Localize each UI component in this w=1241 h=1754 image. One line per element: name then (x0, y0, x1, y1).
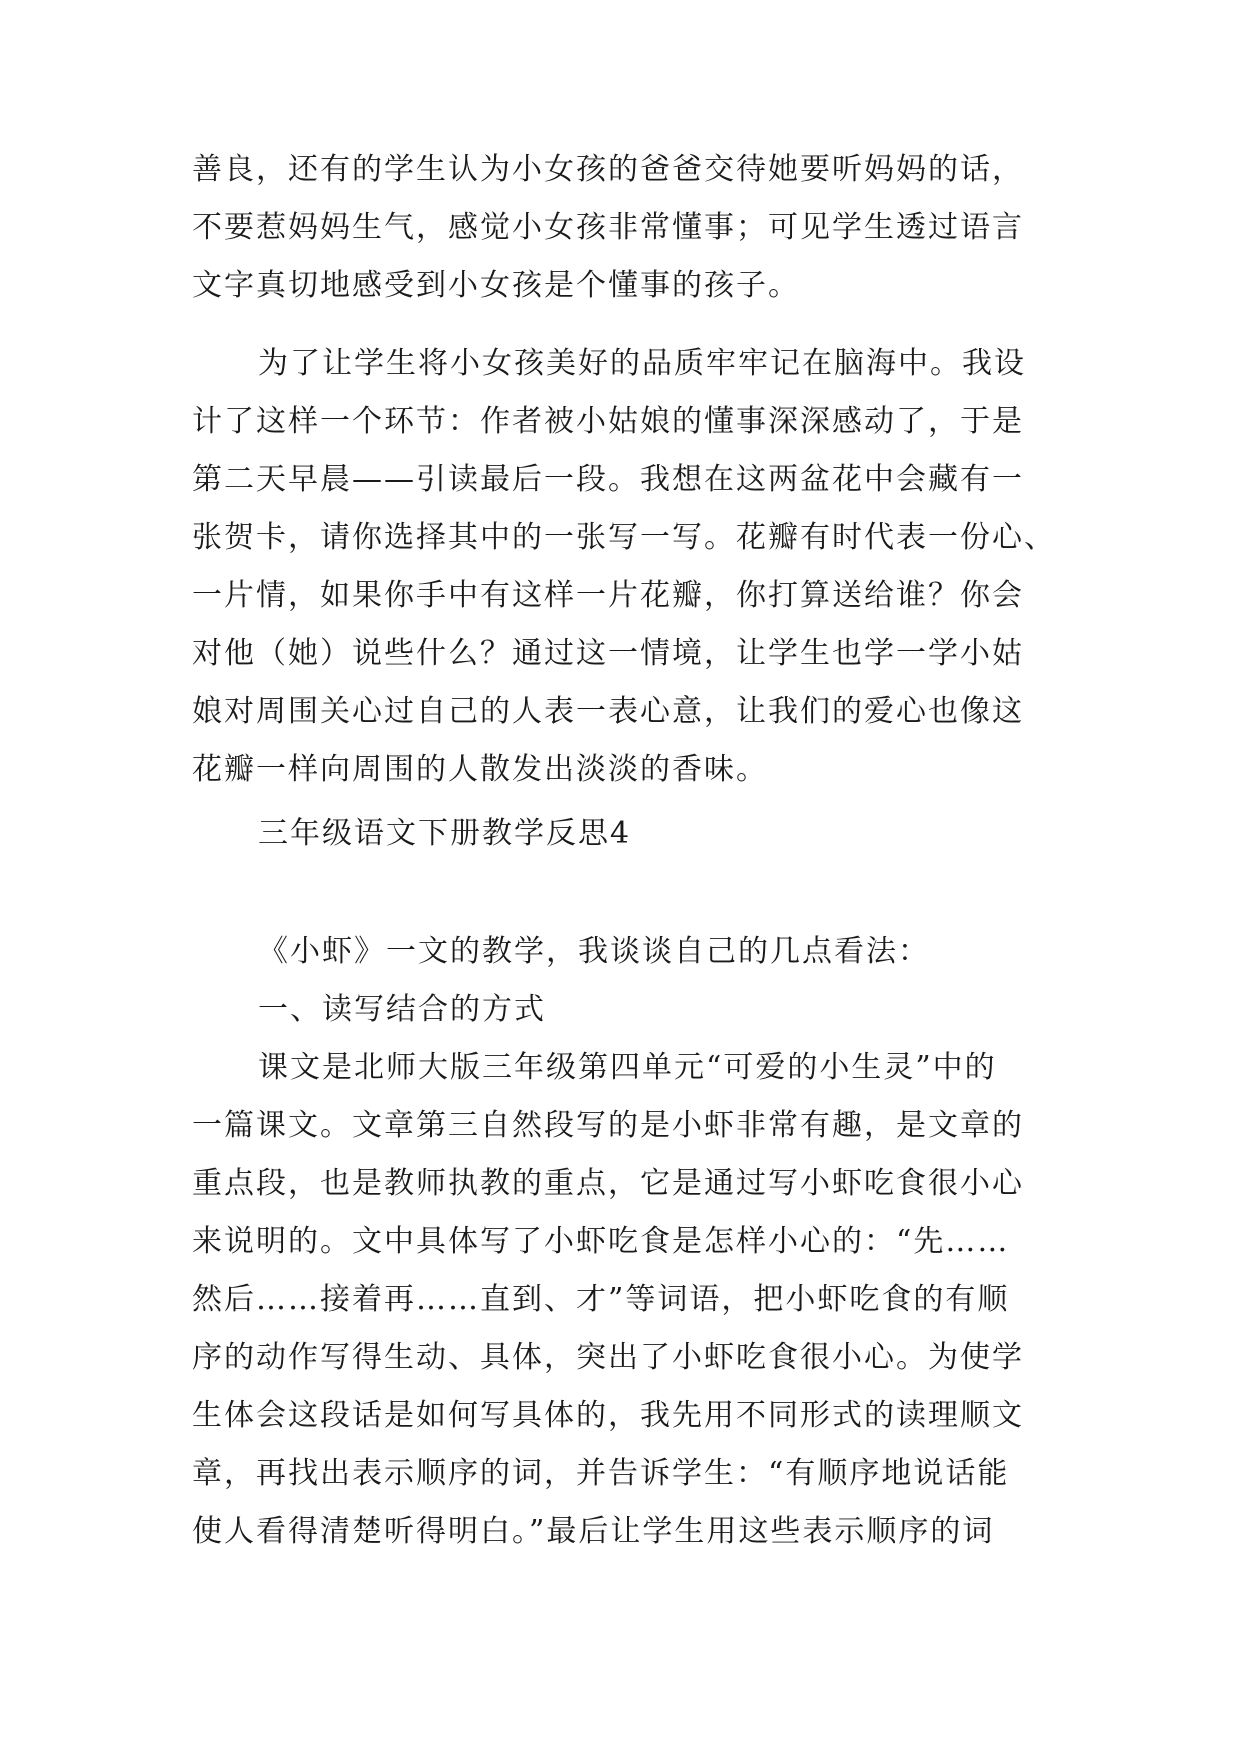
text-line: 善良，还有的学生认为小女孩的爸爸交待她要听妈妈的话， (192, 152, 1024, 187)
paragraph-start-line: 课文是北师大版三年级第四单元“可爱的小生灵”中的 (258, 1050, 997, 1085)
text-line: 不要惹妈妈生气，感觉小女孩非常懂事；可见学生透过语言 (192, 210, 1024, 245)
text-line: 章，再找出表示顺序的词，并告诉学生：“有顺序地说话能 (192, 1456, 1010, 1491)
text-line: 一片情，如果你手中有这样一片花瓣，你打算送给谁？你会 (192, 578, 1024, 613)
text-line: 娘对周围关心过自己的人表一表心意，让我们的爱心也像这 (192, 694, 1024, 729)
text-line: 一篇课文。文章第三自然段写的是小虾非常有趣，是文章的 (192, 1108, 1024, 1143)
text-line: 序的动作写得生动、具体，突出了小虾吃食很小心。为使学 (192, 1340, 1024, 1375)
text-line: 对他（她）说些什么？通过这一情境，让学生也学一学小姑 (192, 636, 1024, 671)
text-line: 使人看得清楚听得明白。”最后让学生用这些表示顺序的词 (192, 1514, 995, 1549)
text-line: 来说明的。文中具体写了小虾吃食是怎样小心的：“先…… (192, 1224, 1010, 1259)
text-line: 生体会这段话是如何写具体的，我先用不同形式的读理顺文 (192, 1398, 1024, 1433)
paragraph-start-line: 《小虾》一文的教学，我谈谈自己的几点看法： (258, 934, 930, 969)
text-line: 计了这样一个环节：作者被小姑娘的懂事深深感动了，于是 (192, 404, 1024, 439)
text-line: 然后……接着再……直到、才”等词语，把小虾吃食的有顺 (192, 1282, 1010, 1317)
section-heading: 三年级语文下册教学反思4 (258, 816, 632, 851)
text-line: 重点段，也是教师执教的重点，它是通过写小虾吃食很小心 (192, 1166, 1024, 1201)
text-line: 第二天早晨——引读最后一段。我想在这两盆花中会藏有一 (192, 462, 1024, 497)
text-line: 张贺卡，请你选择其中的一张写一写。花瓣有时代表一份心、 (192, 520, 1056, 555)
paragraph-start-line: 为了让学生将小女孩美好的品质牢牢记在脑海中。我设 (258, 346, 1026, 381)
text-line: 文字真切地感受到小女孩是个懂事的孩子。 (192, 268, 800, 303)
text-line: 花瓣一样向周围的人散发出淡淡的香味。 (192, 752, 768, 787)
subheading: 一、读写结合的方式 (258, 992, 546, 1027)
